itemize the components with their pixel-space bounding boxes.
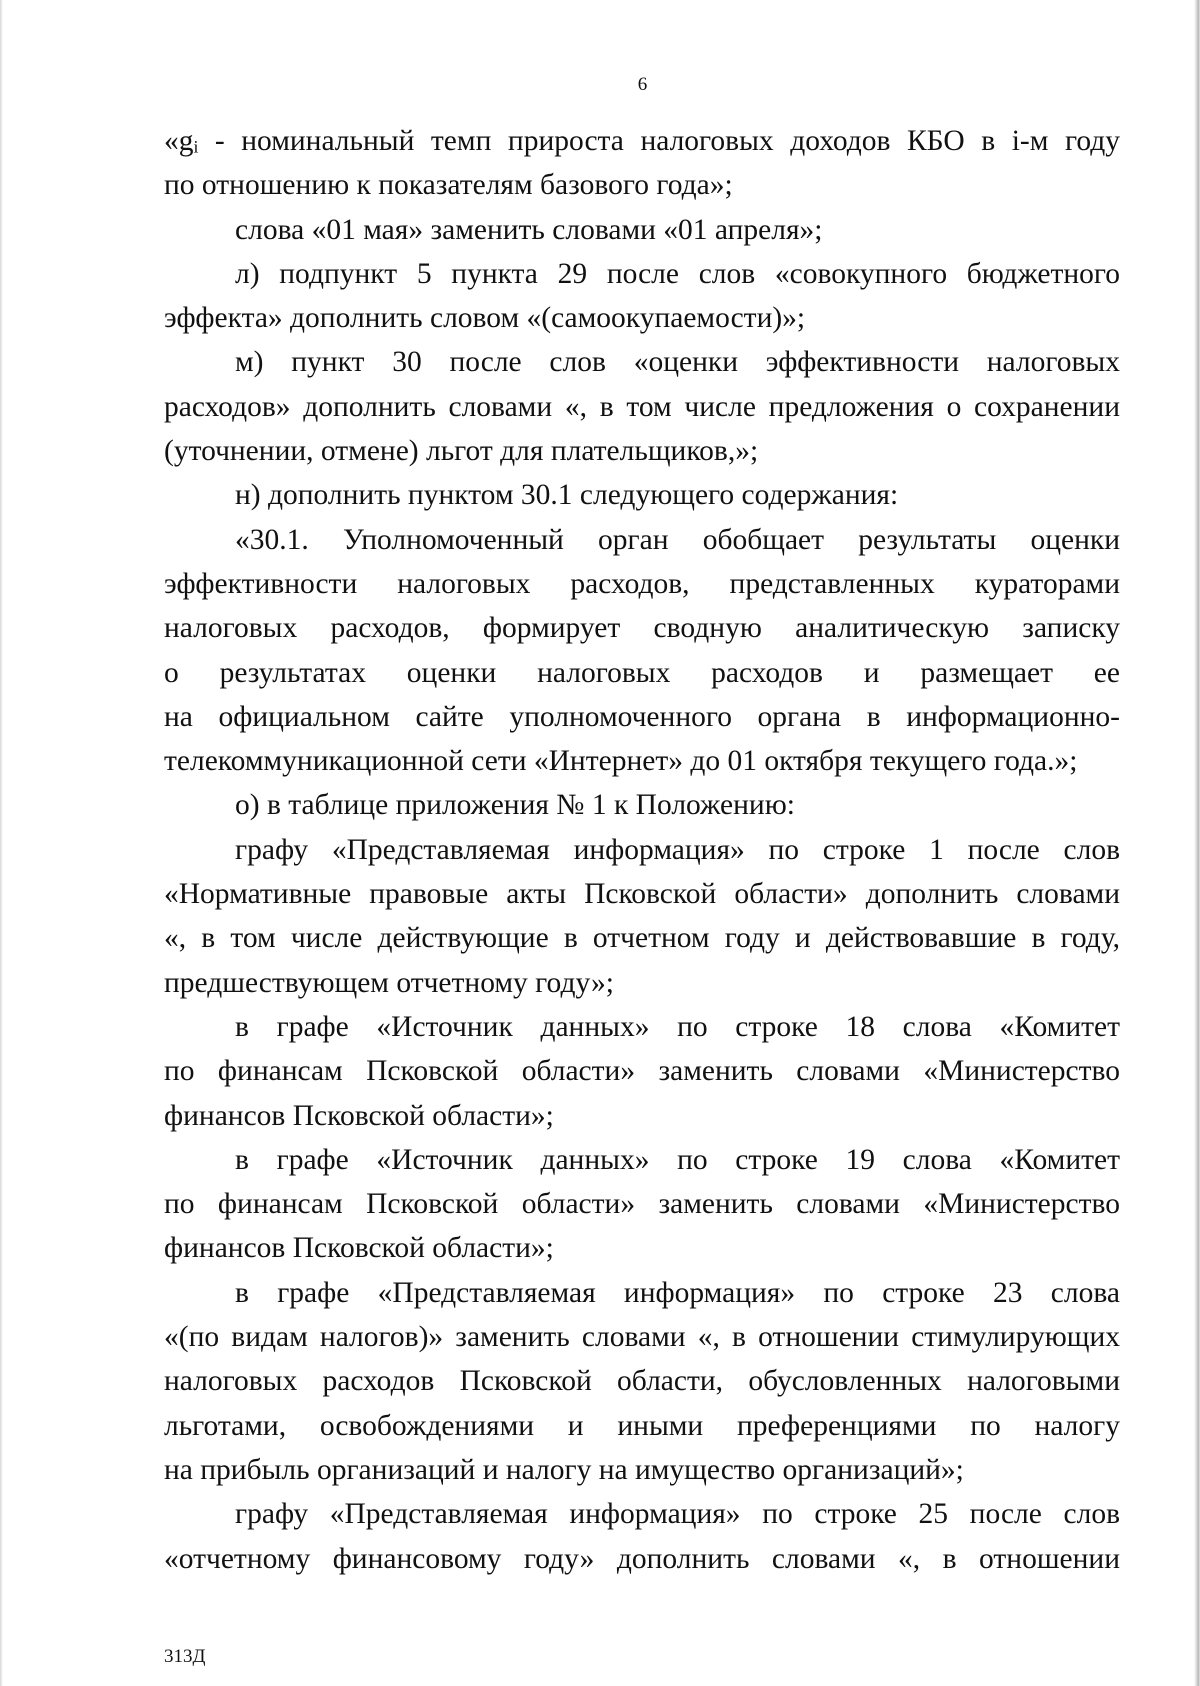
text-line: в графе «Представляемая информация» по строке 23 слова (235, 1276, 1120, 1309)
text-line: «gᵢ - номинальный темп прироста налоговых доходов КБО в i-м году (164, 125, 1120, 157)
text-line: телекоммуникационной сети «Интернет» до 01 октября текущего года.»; (164, 745, 1078, 778)
text-line: графу «Представляемая информация» по строке 25 после слов (235, 1498, 1120, 1531)
text-line: графу «Представляемая информация» по строке 1 после слов (235, 833, 1120, 866)
text-line: «, в том числе действующие в отчетном году и действовавшие в году, (164, 922, 1120, 955)
paragraph (164, 1492, 1120, 1581)
text-line: по отношению к показателям базового года»; (164, 169, 733, 202)
paragraph (164, 473, 1120, 517)
text-line: налоговых расходов Псковской области, обусловленных налоговыми (164, 1365, 1120, 1398)
text-line: налоговых расходов, формирует сводную аналитическую записку (164, 612, 1120, 645)
text-line: л) подпункт 5 пункта 29 после слов «совокупного бюджетного (235, 257, 1120, 290)
text-line: эффекта» дополнить словом «(самоокупаемости)»; (164, 302, 806, 335)
text-line: слова «01 мая» заменить словами «01 апреля»; (235, 213, 823, 246)
paragraph (164, 518, 1120, 784)
text-line: (уточнении, отмене) льгот для плательщиков,»; (164, 435, 759, 468)
text-line: льготами, освобождениями и иными преференциями по налогу (164, 1409, 1120, 1442)
paragraph (164, 340, 1120, 473)
text-line: на прибыль организаций и налогу на имущество организаций»; (164, 1453, 964, 1486)
text-line: о результатах оценки налоговых расходов и размещает ее (164, 656, 1120, 689)
paragraph (164, 1138, 1120, 1271)
scan-edge-left (0, 0, 3, 1686)
text-line: о) в таблице приложения № 1 к Положению: (235, 789, 795, 822)
paragraph (164, 119, 1120, 208)
text-line: в графе «Источник данных» по строке 19 слова «Комитет (235, 1143, 1120, 1176)
paragraph (164, 252, 1120, 341)
scan-edge-right (1194, 0, 1200, 1686)
paragraph (164, 1005, 1120, 1138)
paragraph (164, 828, 1120, 1005)
text-line: «Нормативные правовые акты Псковской области» дополнить словами (164, 878, 1120, 911)
paragraph (164, 1271, 1120, 1492)
text-line: в графе «Источник данных» по строке 18 слова «Комитет (235, 1010, 1120, 1043)
text-line: м) пункт 30 после слов «оценки эффективности налоговых (235, 346, 1120, 379)
text-line: на официальном сайте уполномоченного органа в информационно- (164, 700, 1120, 733)
text-line: расходов» дополнить словами «, в том числе предложения о сохранении (164, 390, 1120, 423)
text-line: по финансам Псковской области» заменить словами «Министерство (164, 1055, 1120, 1088)
document-body (164, 119, 1120, 1581)
text-line: «30.1. Уполномоченный орган обобщает результаты оценки (235, 523, 1120, 556)
text-line: финансов Псковской области»; (164, 1232, 554, 1265)
text-line: «(по видам налогов)» заменить словами «, в отношении стимулирующих (164, 1321, 1120, 1354)
paragraph (164, 783, 1120, 827)
page-number: 6 (637, 74, 648, 95)
text-line: предшествующем отчетному году»; (164, 966, 614, 999)
text-line: эффективности налоговых расходов, представленных кураторами (164, 567, 1120, 600)
document-code: 313Д (164, 1646, 206, 1667)
text-line: финансов Псковской области»; (164, 1099, 554, 1132)
text-line: по финансам Псковской области» заменить словами «Министерство (164, 1188, 1120, 1221)
paragraph (164, 208, 1120, 252)
text-line: «отчетному финансовому году» дополнить словами «, в отношении (164, 1542, 1120, 1575)
text-line: н) дополнить пунктом 30.1 следующего содержания: (235, 479, 899, 512)
